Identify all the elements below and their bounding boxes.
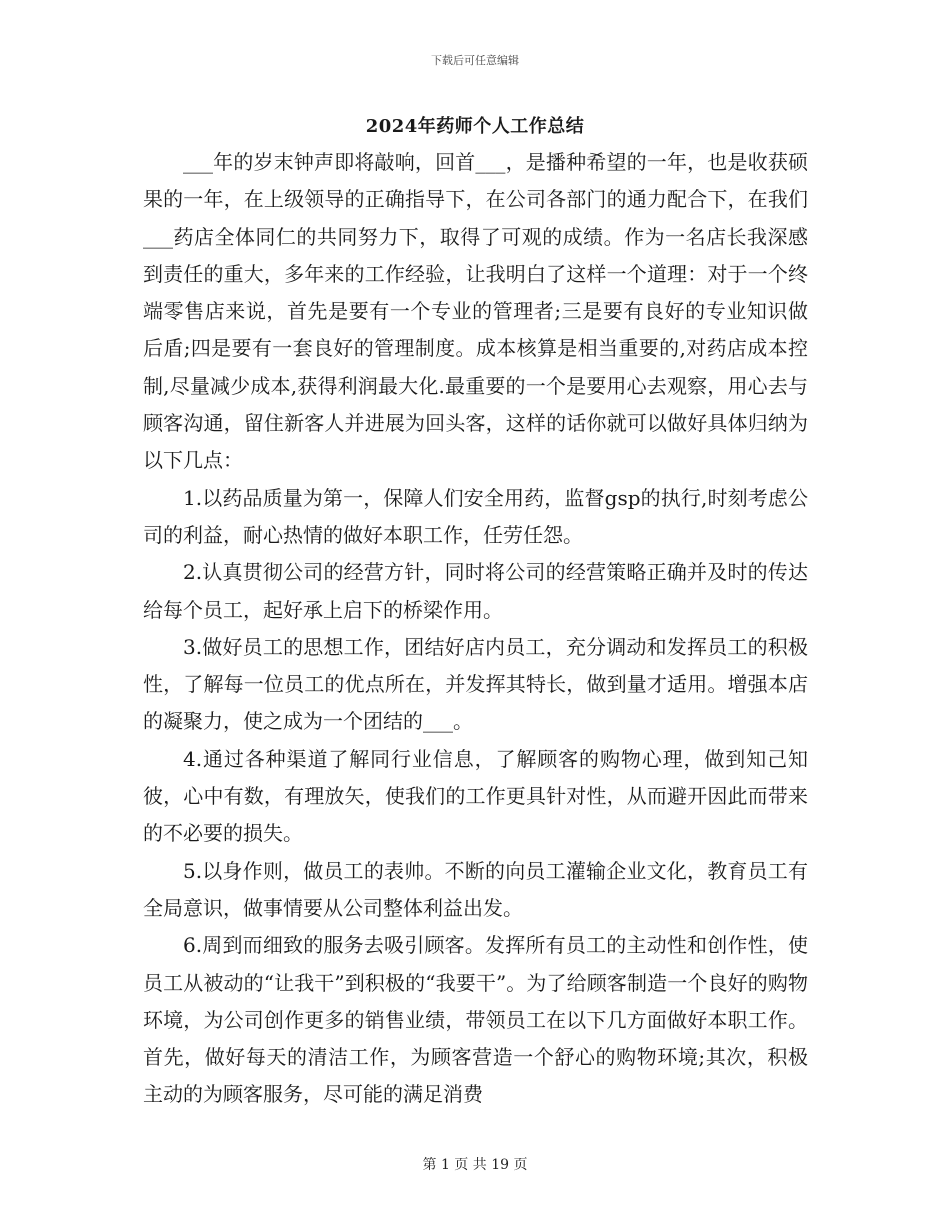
document-title: 2024年药师个人工作总结: [365, 116, 585, 137]
page-footer-number: 第 1 页 共 19 页: [422, 1157, 528, 1173]
paragraph-item-6: 6.周到而细致的服务去吸引顾客。发挥所有员工的主动性和创作性，使员工从被动的“让我干”到积极的“我要干”。为了给顾客制造一个良好的购物环境，为公司创作更多的销售业绩，带领员工在以下几方面做好本职工作。首先，做好每天的清洁工作，为顾客营造一个舒心的购物环境;其次，积极主动的为顾客服务，尽可能的满足消费: [143, 933, 808, 1107]
paragraph-intro: ___年的岁末钟声即将敲响，回首___，是播种希望的一年，也是收获硕果的一年，在上级领导的正确指导下，在公司各部门的通力配合下，在我们___药店全体同仁的共同努力下，取得了可观的成绩。作为一名店长我深感到责任的重大，多年来的工作经验，让我明白了这样一个道理：对于一个终端零售店来说，首先是要有一个专业的管理者;三是要有良好的专业知识做后盾;四是要有一套良好的管理制度。成本核算是相当重要的,对药店成本控制,尽量减少成本,获得利润最大化.最重要的一个是要用心去观察，用心去与顾客沟通，留住新客人并进展为回头客，这样的话你就可以做好具体归纳为以下几点：: [143, 150, 808, 473]
paragraph-item-3: 3.做好员工的思想工作，团结好店内员工，充分调动和发挥员工的积极性，了解每一位员工的优点所在，并发挥其特长，做到量才适用。增强本店的凝聚力，使之成为一个团结的___。: [143, 634, 808, 734]
paragraph-item-4: 4.通过各种渠道了解同行业信息，了解顾客的购物心理，做到知己知彼，心中有数，有理放矢，使我们的工作更具针对性，从而避开因此而带来的不必要的损失。: [143, 746, 808, 846]
page-header-note: 下载后可任意编辑: [431, 54, 519, 67]
document-body: [143, 144, 808, 1114]
paragraph-item-5: 5.以身作则，做员工的表帅。不断的向员工灌输企业文化，教育员工有全局意识，做事情要从公司整体利益出发。: [143, 858, 808, 920]
paragraph-item-2: 2.认真贯彻公司的经营方针，同时将公司的经营策略正确并及时的传达给每个员工，起好承上启下的桥梁作用。: [143, 560, 808, 622]
paragraph-item-1: 1.以药品质量为第一，保障人们安全用药，监督gsp的执行,时刻考虑公司的利益，耐心热情的做好本职工作，任劳任怨。: [143, 485, 808, 547]
